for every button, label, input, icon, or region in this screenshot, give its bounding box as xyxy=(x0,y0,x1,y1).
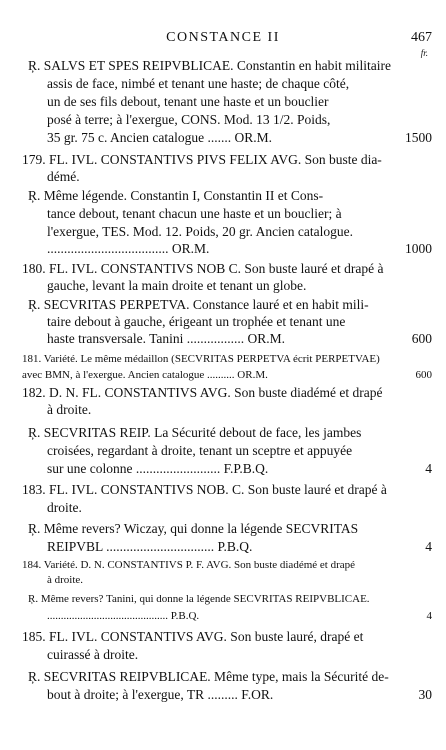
text-line: 179. FL. IVL. CONSTANTIVS PIVS FELIX AVG. Son buste dia- xyxy=(22,152,382,167)
text-line: Ŗ. Même revers? Wiczay, qui donne la légende SECVRITAS xyxy=(28,521,359,536)
running-head-title: CONSTANCE II xyxy=(166,30,280,45)
text-line: Ŗ. SALVS ET SPES REIPVBLICAE. Constantin en habit militaire xyxy=(28,58,392,73)
text-line: 184. Variété. D. N. CONSTANTIVS P. F. AVG. Son buste diadémé et drapé xyxy=(22,559,356,571)
text-line: haste transversale. Tanini ................. OR.M. 600 xyxy=(47,331,432,346)
text-line: démé. xyxy=(47,169,80,184)
text-line: à droite. xyxy=(47,402,92,417)
text-line: gauche, levant la main droite et tenant un globe. xyxy=(47,278,307,293)
text-line: 180. FL. IVL. CONSTANTIVS NOB C. Son buste lauré et drapé à xyxy=(22,261,384,276)
text-line: sur une colonne ......................... F.P.B.Q. 4 xyxy=(47,461,432,476)
text-line: cuirassé à droite. xyxy=(47,647,139,662)
text-line: un de ses fils debout, tenant une haste et un bouclier xyxy=(47,94,329,109)
text-line: Ŗ. Même légende. Constantin I, Constantin II et Cons- xyxy=(28,188,324,203)
text-line: tance debout, tenant chacun une haste et un bouclier; à xyxy=(47,206,342,221)
text-line: 181. Variété. Le même médaillon (SECVRITAS PERPETVA écrit PERPETVAE) xyxy=(22,353,380,365)
text-line: .................................... OR.M. 1000 xyxy=(47,241,432,256)
text-line: croisées, regardant à droite, tenant un sceptre et appuyée xyxy=(47,443,353,458)
text-line: ............................................ P.B.Q. 4 xyxy=(47,610,432,622)
text-line: à droite. xyxy=(47,574,84,586)
text-line: Ŗ. SECVRITAS REIP. La Sécurité debout de face, les jambes xyxy=(28,425,362,440)
text-line: bout à droite; à l'exergue, TR ......... F.OR. 30 xyxy=(47,687,432,702)
text-line: 185. FL. IVL. CONSTANTIVS AVG. Son buste lauré, drapé et xyxy=(22,629,364,644)
text-line: Ŗ. SECVRITAS REIPVBLICAE. Même type, mais la Sécurité de- xyxy=(28,669,389,684)
text-line: posé à terre; à l'exergue, CONS. Mod. 13 1/2. Poids, xyxy=(47,112,331,127)
text-line: 183. FL. IVL. CONSTANTIVS NOB. C. Son buste lauré et drapé à xyxy=(22,482,387,497)
page-number: 467 xyxy=(411,30,432,45)
text-line: avec BMN, à l'exergue. Ancien catalogue .......... OR.M. 600 xyxy=(22,369,432,381)
text-line: l'exergue, TES. Mod. 12. Poids, 20 gr. Ancien catalogue. xyxy=(47,224,354,239)
text-line: Ŗ. Même revers? Tanini, qui donne la légende SECVRITAS REIPVBLICAE. xyxy=(28,593,370,605)
currency-unit: fr. xyxy=(420,48,428,58)
text-line: assis de face, nimbé et tenant une haste; de chaque côté, xyxy=(47,76,350,91)
text-line: taire debout à gauche, érigeant un trophée et tenant une xyxy=(47,314,346,329)
text-line: 182. D. N. FL. CONSTANTIVS AVG. Son buste diadémé et drapé xyxy=(22,385,383,400)
text-line: 35 gr. 75 c. Ancien catalogue ....... OR.M. 1500 xyxy=(47,130,432,145)
text-line: REIPVBL ................................ P.B.Q. 4 xyxy=(47,539,432,554)
text-line: droite. xyxy=(47,500,82,515)
text-line: Ŗ. SECVRITAS PERPETVA. Constance lauré et en habit mili- xyxy=(28,297,369,312)
